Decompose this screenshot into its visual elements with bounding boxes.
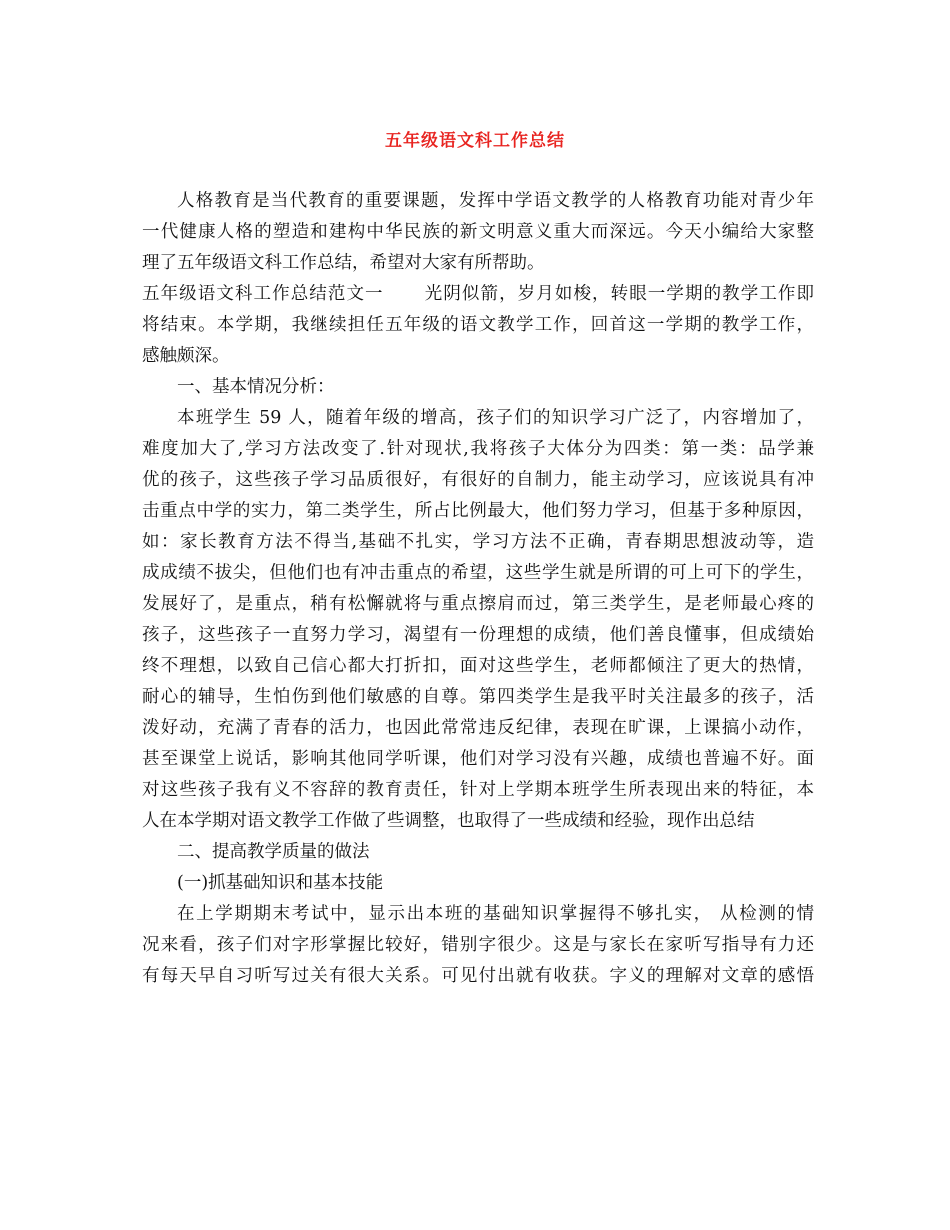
paragraph-line: 本班学生 59 人，随着年级的增高，孩子们的知识学习广泛了，内容增加了，: [177, 408, 814, 428]
paragraph-line: 理了五年级语文科工作总结，希望对大家有所帮助。: [142, 253, 545, 273]
heading-line: 二、提高教学质量的做法: [177, 842, 370, 862]
section-line: [142, 279, 814, 310]
subheading-line: (一)抓基础知识和基本技能: [177, 873, 384, 893]
paragraph-line: 有每天早自习听写过关有很大关系。可见付出就有收获。字义的理解对文章的感悟: [142, 966, 814, 986]
paragraph-line: 耐心的辅导，生怕伤到他们敏感的自尊。第四类学生是我平时关注最多的孩子，活: [142, 687, 814, 707]
paragraph-line: 优的孩子，这些孩子学习品质很好，有很好的自制力，能主动学习，应该说具有冲: [142, 470, 814, 490]
paragraph-line: 人格教育是当代教育的重要课题，发挥中学语文教学的人格教育功能对青少年: [177, 191, 814, 211]
section-heading: 五年级语文科工作总结范文一: [142, 284, 384, 304]
document-body: [142, 186, 814, 992]
paragraph-line: 甚至课堂上说话，影响其他同学听课，他们对学习没有兴趣，成绩也普遍不好。面: [142, 749, 814, 769]
paragraph-line: 一代健康人格的塑造和建构中华民族的新文明意义重大而深远。今天小编给大家整: [142, 222, 814, 242]
paragraph-line: 终不理想，以致自己信心都大打折扣，面对这些学生，老师都倾注了更大的热情，: [142, 656, 814, 676]
paragraph-line: 感触颇深。: [142, 346, 230, 366]
document-title: 五年级语文科工作总结: [385, 131, 565, 151]
paragraph-line: 在上学期期末考试中，显示出本班的基础知识掌握得不够扎实， 从检测的情: [177, 904, 814, 924]
paragraph-line: 发展好了，是重点，稍有松懈就将与重点擦肩而过，第三类学生，是老师最心疼的: [142, 594, 814, 614]
paragraph-line: 孩子，这些孩子一直努力学习，渴望有一份理想的成绩，他们善良懂事，但成绩始: [142, 625, 814, 645]
paragraph-line: 况来看，孩子们对字形掌握比较好，错别字很少。这是与家长在家听写指导有力还: [142, 935, 814, 955]
paragraph-line: 成成绩不拔尖，但他们也有冲击重点的希望，这些学生就是所谓的可上可下的学生，: [142, 563, 814, 583]
heading-line: 一、基本情况分析：: [177, 377, 335, 397]
paragraph-text: 光阴似箭，岁月如梭，转眼一学期的教学工作即: [423, 284, 814, 304]
paragraph-line: 人在本学期对语文教学工作做了些调整，也取得了一些成绩和经验，现作出总结: [142, 811, 755, 831]
paragraph-line: 将结束。本学期，我继续担任五年级的语文教学工作，回首这一学期的教学工作，: [142, 315, 814, 335]
paragraph-line: 对这些孩子我有义不容辞的教育责任，针对上学期本班学生所表现出来的特征，本: [142, 780, 814, 800]
paragraph-line: 击重点中学的实力，第二类学生，所占比例最大，他们努力学习，但基于多种原因，: [142, 501, 814, 521]
paragraph-line: 难度加大了,学习方法改变了.针对现状,我将孩子大体分为四类：第一类：品学兼: [142, 439, 814, 459]
paragraph-line: 泼好动，充满了青春的活力，也因此常常违反纪律，表现在旷课，上课搞小动作，: [142, 718, 814, 738]
paragraph-line: 如：家长教育方法不得当,基础不扎实，学习方法不正确，青春期思想波动等，造: [142, 532, 814, 552]
